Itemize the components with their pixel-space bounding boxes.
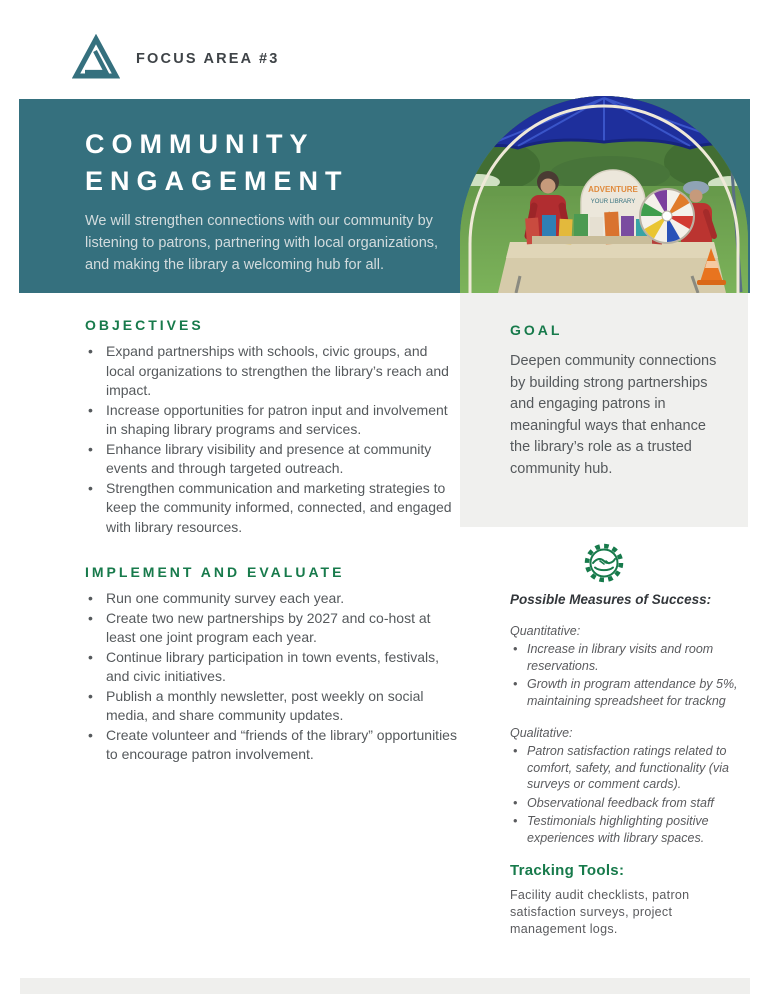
list-item: • Increase in library visits and room reservations. bbox=[510, 641, 738, 674]
photo-prize-wheel bbox=[640, 187, 694, 245]
implement-heading: IMPLEMENT AND EVALUATE bbox=[85, 564, 345, 580]
measures-section bbox=[510, 592, 738, 938]
list-item: • Create two new partnerships by 2027 and co-host at least one joint program each year. bbox=[85, 609, 457, 648]
list-item: • Expand partnerships with schools, civic groups, and local organizations to strengthen the library’s reach and impact. bbox=[85, 342, 457, 401]
left-column bbox=[85, 317, 457, 765]
goal-heading: GOAL bbox=[510, 322, 563, 338]
goal-text: Deepen community connections by building strong partnerships and engaging patrons in meaningful ways that enhance the library’s role as a trusted community hub. bbox=[510, 353, 717, 477]
list-item: • Publish a monthly newsletter, post weekly on social media, and share community updates. bbox=[85, 687, 457, 726]
list-item: • Strengthen communication and marketing strategies to keep the community informed, connected, and engaged with library resources. bbox=[85, 479, 457, 538]
tracking-tools-text: Facility audit checklists, patron satisfaction surveys, project management logs. bbox=[510, 888, 690, 936]
list-item: • Run one community survey each year. bbox=[85, 589, 457, 609]
qualitative-list bbox=[510, 743, 738, 846]
banner-description: We will strengthen connections with our community by listening to patrons, partnering with local organizations, and making the library a welcoming hub for all. bbox=[85, 213, 439, 273]
tracking-tools-heading: Tracking Tools: bbox=[510, 862, 625, 879]
list-item: • Increase opportunities for patron input and involvement in shaping library programs and services. bbox=[85, 401, 457, 440]
svg-text:ADVENTURE: ADVENTURE bbox=[588, 185, 638, 194]
list-item: • Observational feedback from staff bbox=[510, 795, 738, 812]
list-item: • Create volunteer and “friends of the library” opportunities to encourage patron involvement. bbox=[85, 726, 457, 765]
objectives-list bbox=[85, 342, 457, 537]
qualitative-label: Qualitative: bbox=[510, 726, 573, 740]
focus-area-label: FOCUS AREA #3 bbox=[136, 51, 280, 67]
triangle-a-logo-icon bbox=[72, 34, 120, 82]
implement-list bbox=[85, 589, 457, 765]
list-item: • Patron satisfaction ratings related to comfort, safety, and functionality (via surveys or comment cards). bbox=[510, 743, 738, 793]
page-title-line-2: ENGAGEMENT bbox=[85, 166, 349, 196]
list-item: • Testimonials highlighting positive experiences with library spaces. bbox=[510, 813, 738, 846]
measures-heading: Possible Measures of Success: bbox=[510, 592, 712, 607]
quantitative-list bbox=[510, 641, 738, 709]
page-title-line-1: COMMUNITY bbox=[85, 129, 315, 159]
photo-table bbox=[498, 242, 726, 293]
svg-text:YOUR LIBRARY: YOUR LIBRARY bbox=[590, 199, 636, 205]
list-item: • Continue library participation in town events, festivals, and civic initiatives. bbox=[85, 648, 457, 687]
goal-panel bbox=[460, 293, 748, 527]
quantitative-label: Quantitative: bbox=[510, 624, 581, 638]
list-item: • Growth in program attendance by 5%, maintaining spreadsheet for trackng bbox=[510, 676, 738, 709]
footer-strip bbox=[20, 978, 750, 994]
list-item: • Enhance library visibility and presence at community events and through targeted outreach. bbox=[85, 440, 457, 479]
gear-handshake-icon bbox=[578, 537, 630, 589]
objectives-heading: OBJECTIVES bbox=[85, 317, 204, 333]
